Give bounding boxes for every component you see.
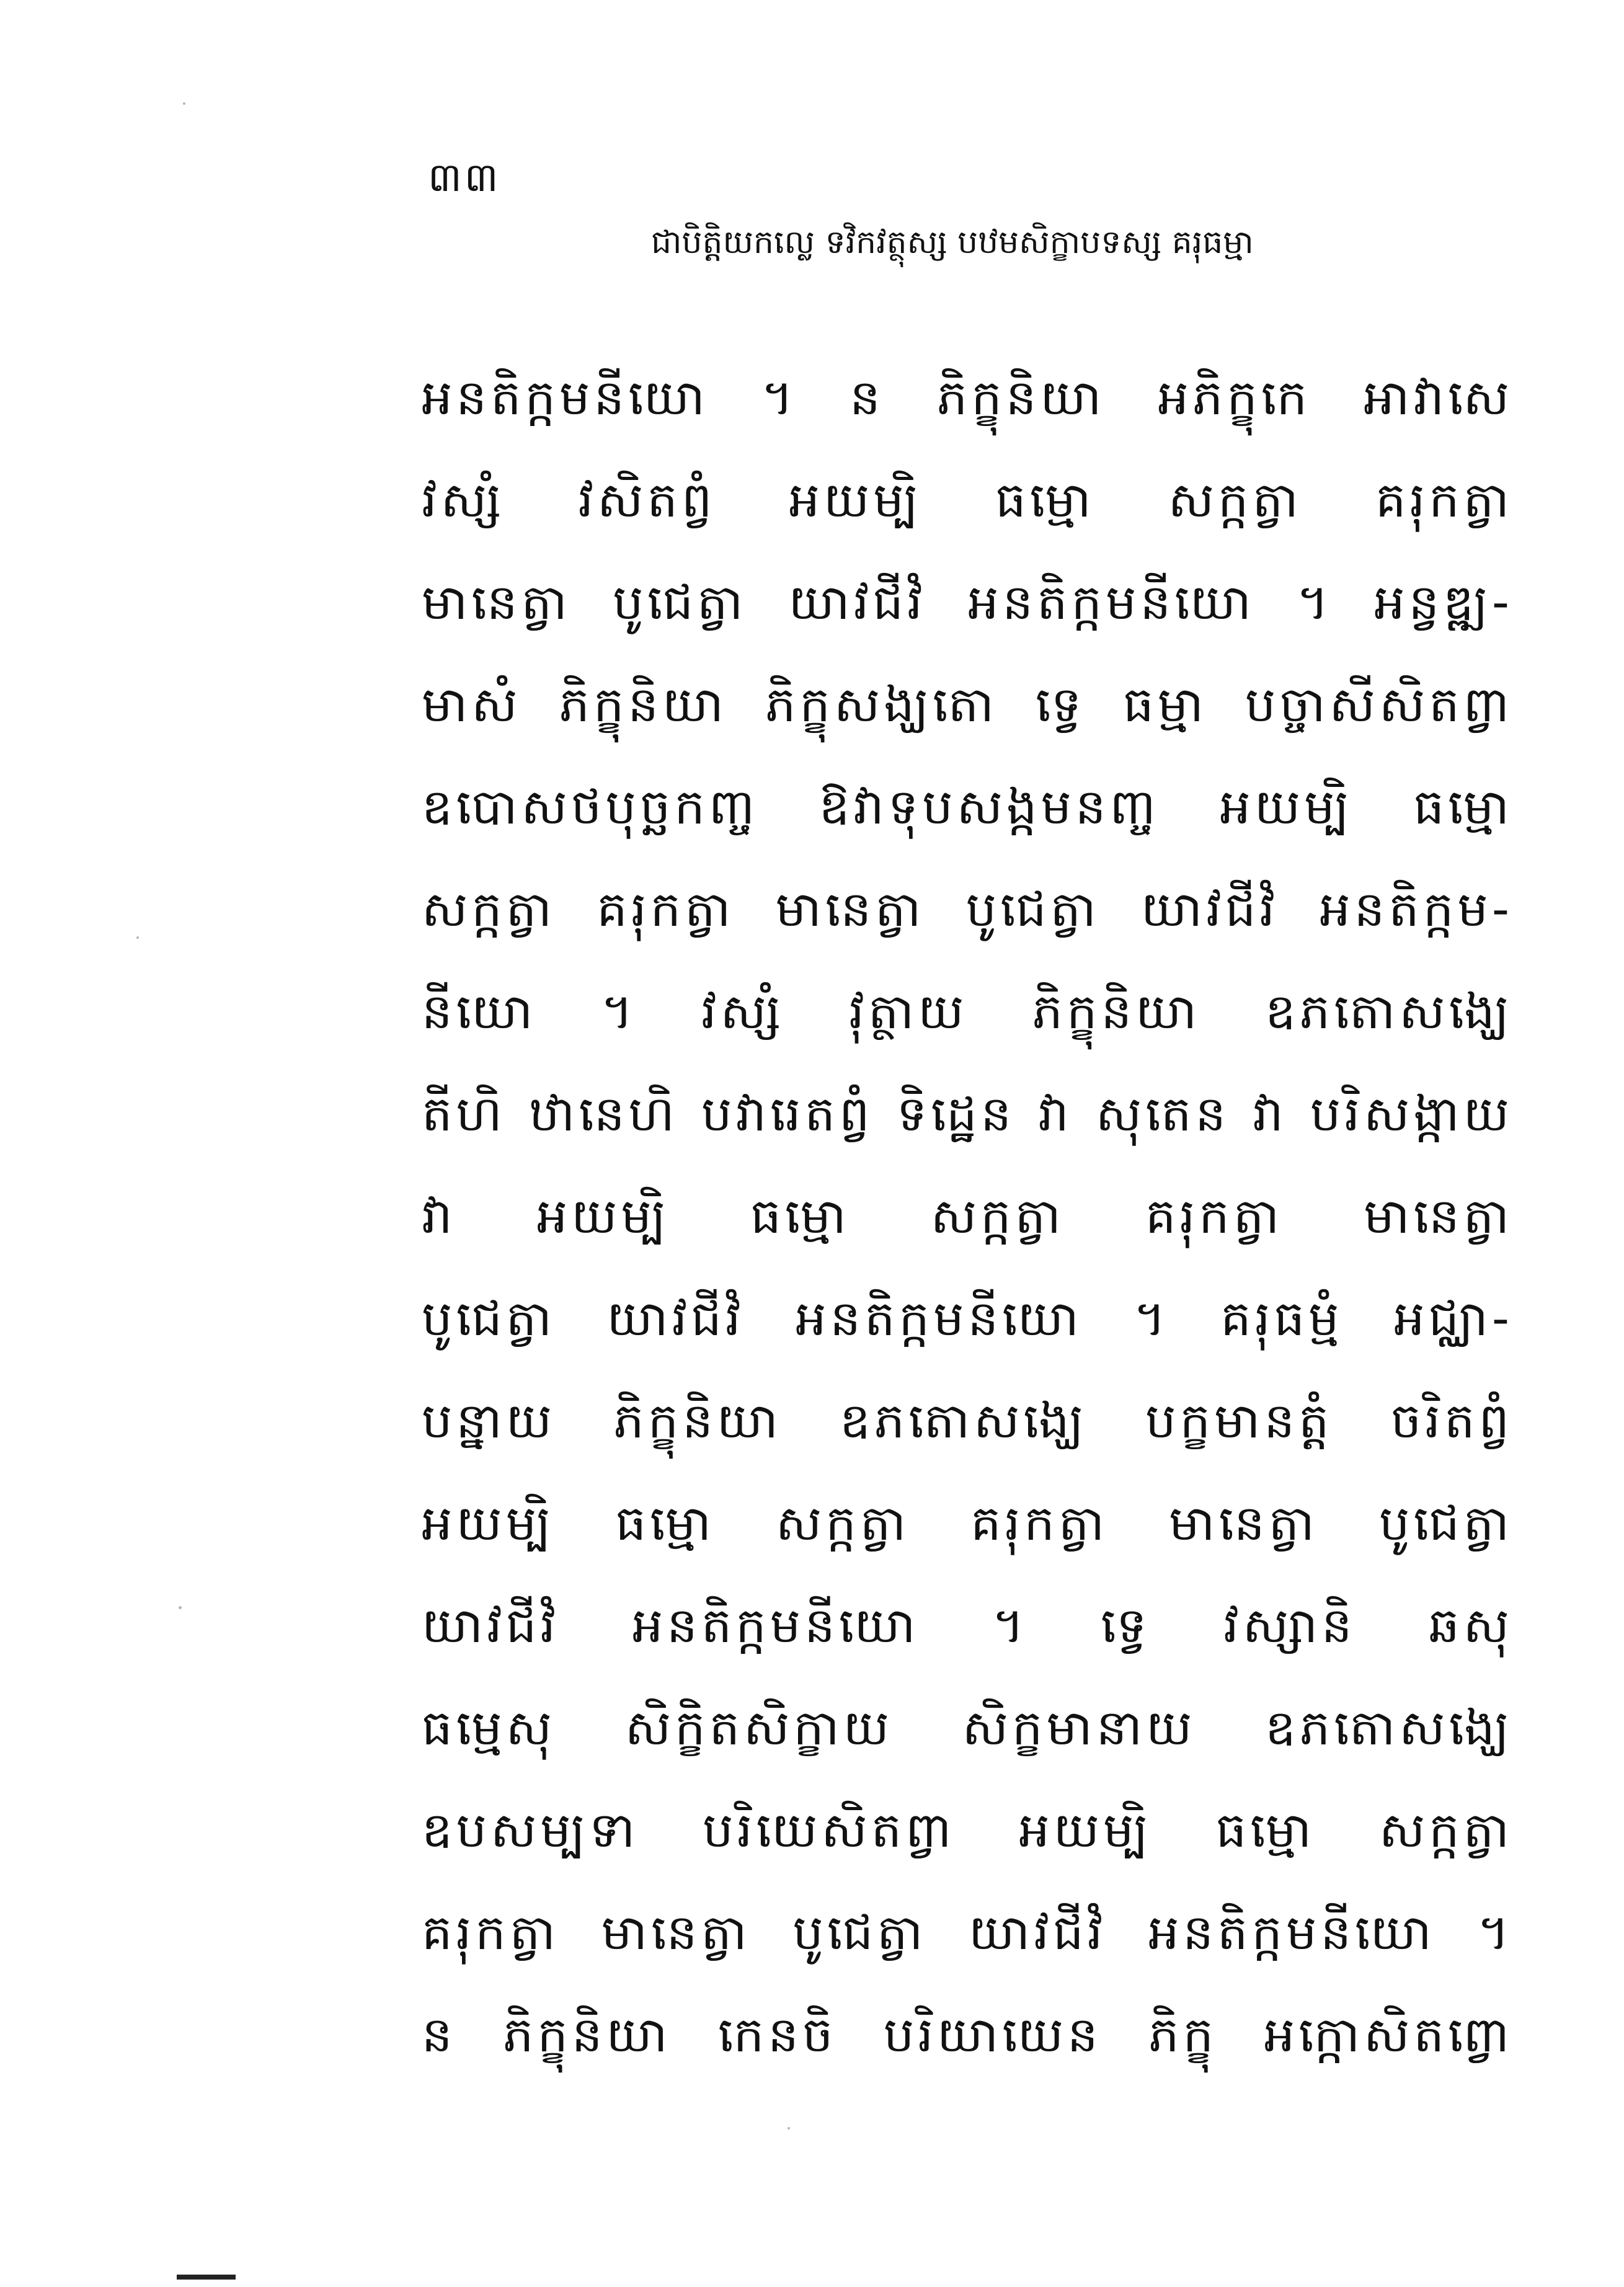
text-line: អនតិក្កមនីយោ ។ ន ភិក្ខុនិយា អភិក្ខុកេ អាវាសេ [422, 370, 1513, 426]
text-line: បូជេត្វា យាវជីវំ អនតិក្កមនីយោ ។ គរុធម្មំ អជ្ឈា- [422, 1291, 1513, 1347]
text-line: មាសំ ភិក្ខុនិយា ភិក្ខុសង្ឃតោ ទ្វេ ធម្មា បច្ចាសីសិតព្វា [422, 677, 1513, 733]
scan-speck [183, 102, 185, 105]
text-line: ន ភិក្ខុនិយា កេនចិ បរិយាយេន ភិក្ខុ អក្កោសិតព្វោ [422, 2007, 1513, 2063]
bottom-edge-mark [177, 2275, 236, 2280]
text-line: យាវជីវំ អនតិក្កមនីយោ ។ ទ្វេ វស្សានិ ឆសុ [422, 1598, 1513, 1654]
page-number: ៣៣ [428, 155, 501, 201]
scan-speck [788, 2127, 790, 2129]
scan-speck [179, 1606, 182, 1609]
running-head: ជាបិត្តិយកល្លេ ទវិកវត្ថុស្ស បឋមសិក្ខាបទស្ស គរុធម្មា [651, 224, 1254, 261]
text-line: ឧបសម្បទា បរិយេសិតព្វា អយម្បិ ធម្មោ សក្កត្វា [422, 1803, 1513, 1858]
scan-speck [136, 936, 139, 939]
text-line: តីហិ ឋានេហិ បវារេតព្វំ ទិដ្ឋេន វា សុតេន វា បរិសង្កាយ [422, 1086, 1513, 1142]
text-line: វា អយម្បិ ធម្មោ សក្កត្វា គរុកត្វា មានេត្វា [422, 1189, 1513, 1245]
text-line: សក្កត្វា គរុកត្វា មានេត្វា បូជេត្វា យាវជីវំ អនតិក្កម- [422, 882, 1513, 938]
body-text [422, 347, 1513, 2087]
text-line: ធម្មេសុ សិក្ខិតសិក្ខាយ សិក្ខមានាយ ឧភតោសង្ឃេ [422, 1700, 1513, 1756]
text-line: នីយោ ។ វស្សំ វុត្ថាយ ភិក្ខុនិយា ឧភតោសង្ឃេ [422, 984, 1513, 1040]
text-line: វស្សំ វសិតព្វំ អយម្បិ ធម្មោ សក្កត្វា គរុកត្វា [422, 473, 1513, 528]
text-line: គរុកត្វា មានេត្វា បូជេត្វា យាវជីវំ អនតិក្កមនីយោ ។ [422, 1905, 1513, 1961]
text-line: ឧបោសថបុច្ឆកញ្ច ឱវាទុបសង្កមនញ្ច អយម្បិ ធម្មោ [422, 779, 1513, 835]
text-line: បន្នាយ ភិក្ខុនិយា ឧភតោសង្ឃេ បក្ខមានត្តំ ចរិតព្វំ [422, 1393, 1513, 1449]
text-line: អយម្បិ ធម្មោ សក្កត្វា គរុកត្វា មានេត្វា បូជេត្វា [422, 1496, 1513, 1552]
text-line: មានេត្វា បូជេត្វា យាវជីវំ អនតិក្កមនីយោ ។ អន្វឌ្ឍ- [422, 575, 1513, 631]
